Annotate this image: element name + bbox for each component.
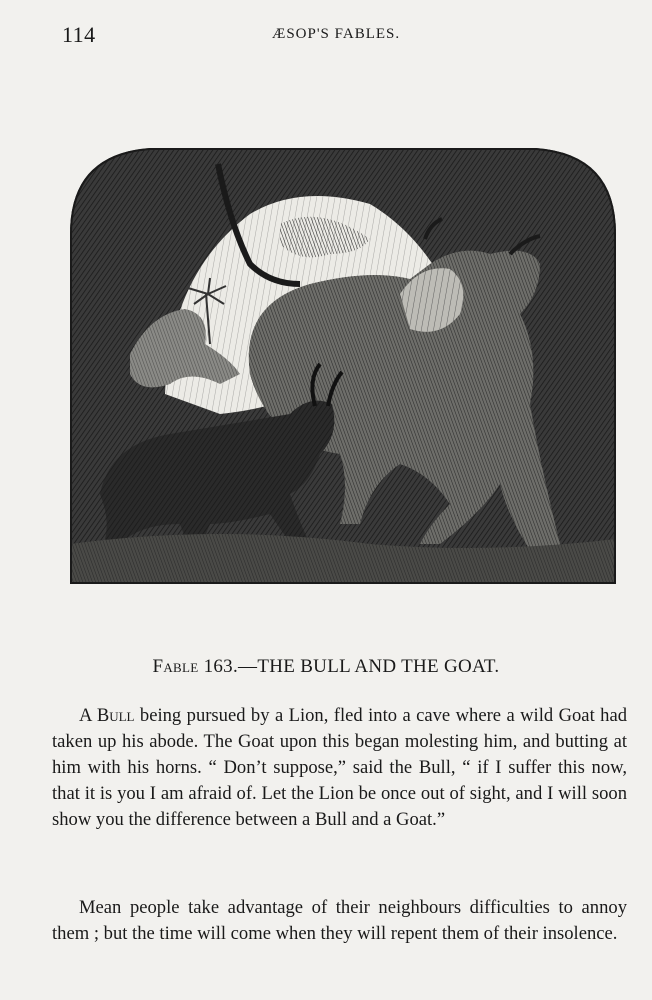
page-header — [0, 0, 652, 60]
fable-paragraph — [52, 703, 627, 833]
fable-moral: Mean people take advantage of their neighbours difficulties to annoy them ; but the time will come when they will repent them of their insolence. — [52, 897, 627, 944]
fable-title — [0, 656, 652, 678]
page-number: 114 — [62, 22, 96, 47]
fable-label: Fable — [152, 656, 199, 677]
engraving-image — [70, 144, 616, 584]
fable-number-title: 163.—THE BULL AND THE GOAT. — [203, 656, 500, 677]
fable-illustration — [70, 144, 616, 584]
paragraph-text: being pursued by a Lion, fled into a cave where a wild Goat had taken up his abode. The Goat upon this began molesting him, and butting at him with his horns. “ Don’t suppose,” said the Bull, “ if I suffer this now, that it is you I am afraid of. Let the Lion be once out of sight, and I will soon show you the difference between a Bull and a Goat.” — [52, 705, 627, 830]
paragraph-lead: A Bull — [79, 705, 135, 726]
running-title: ÆSOP'S FABLES. — [272, 26, 401, 42]
